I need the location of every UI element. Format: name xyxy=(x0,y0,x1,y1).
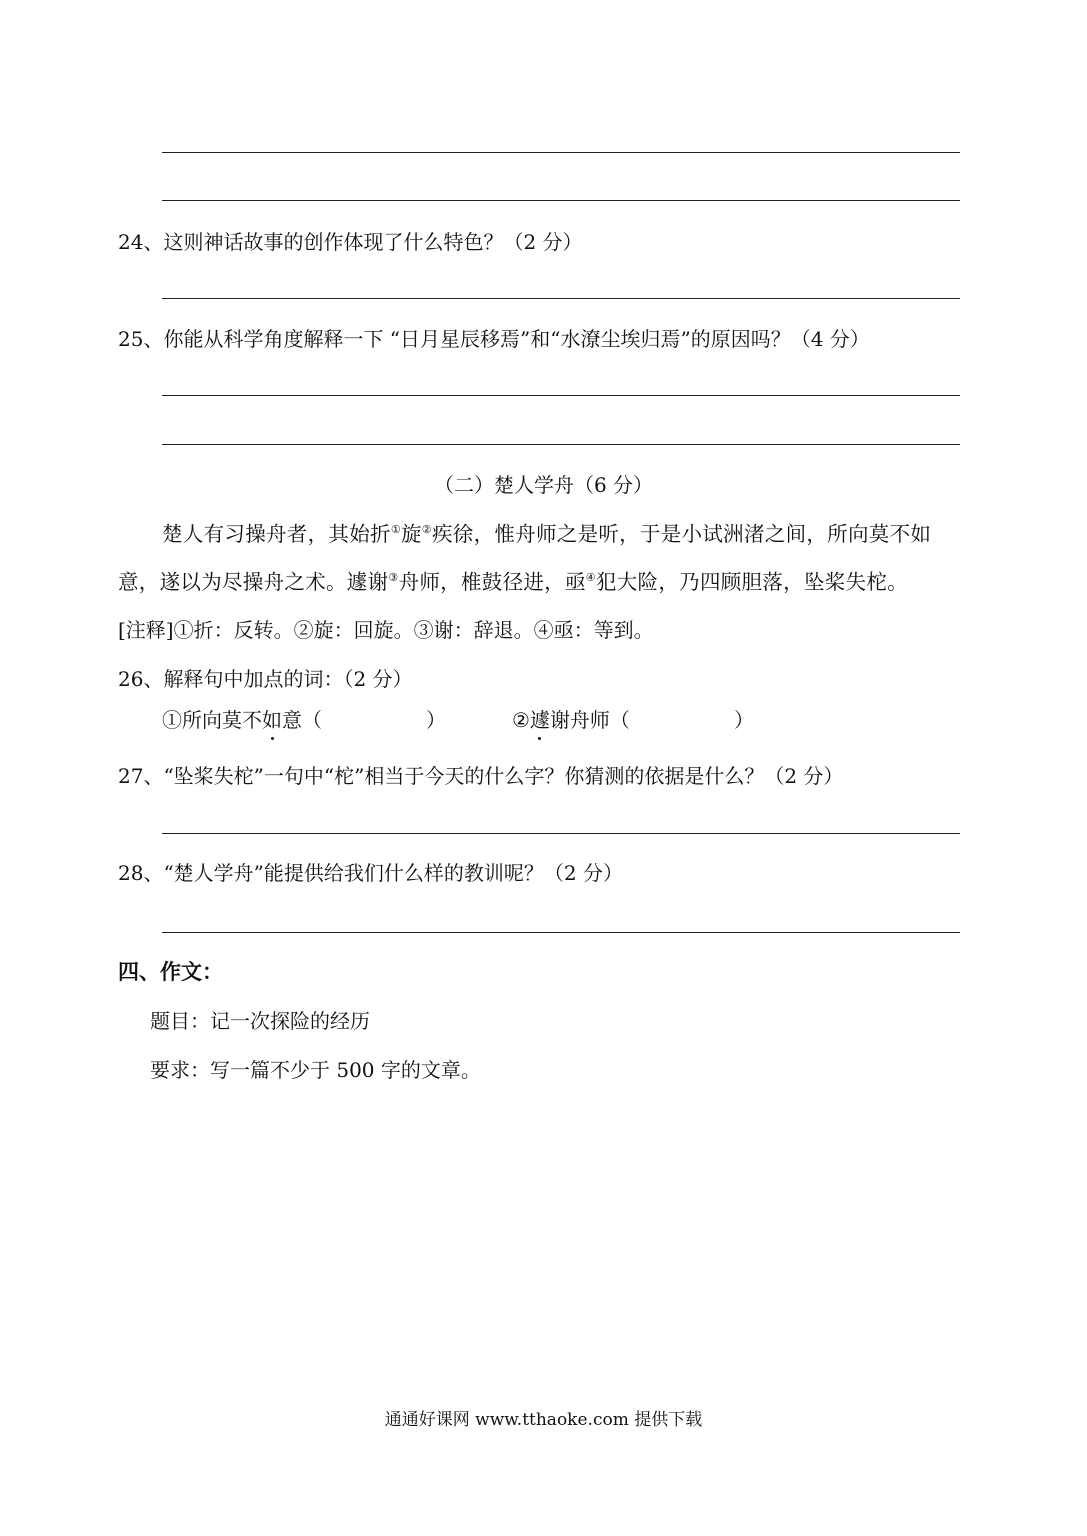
q26-item-1 xyxy=(162,706,446,734)
passage-text: 犯大险，乃四顾胆落，坠桨失柁。 xyxy=(595,570,908,594)
item-text: ①所向莫不 xyxy=(162,708,262,732)
answer-line-q24[interactable] xyxy=(162,298,960,299)
item-text: ） xyxy=(733,708,754,732)
answer-line-q28[interactable] xyxy=(162,932,960,933)
footnote-marker: ③ xyxy=(388,571,399,584)
passage-text: 旋 xyxy=(400,522,422,546)
footnote-marker: ④ xyxy=(585,571,596,584)
annotation-note: [注释]①折：反转。②旋：回旋。③谢：辞退。④亟：等到。 xyxy=(118,618,654,642)
answer-line-q27[interactable] xyxy=(162,833,960,834)
composition-topic: 题目：记一次探险的经历 xyxy=(150,1009,370,1033)
answer-line-q25[interactable] xyxy=(162,444,960,445)
composition-requirement: 要求：写一篇不少于 500 字的文章。 xyxy=(150,1058,481,1082)
item-text: 谢舟师（ xyxy=(549,708,630,732)
passage-text: 舟师，椎鼓径进，亟 xyxy=(398,570,586,594)
composition-heading: 四、作文： xyxy=(118,960,223,984)
section-title: （二）楚人学舟（6 分） xyxy=(433,473,654,497)
answer-line-q25[interactable] xyxy=(162,395,960,396)
item-text: ② xyxy=(512,708,530,732)
item-text: 意（ xyxy=(282,708,322,732)
passage-text: 意，遂以为尽操舟之术。遽谢 xyxy=(118,570,389,594)
passage-text: 楚人有习操舟者，其始折 xyxy=(162,522,391,546)
dotted-word: 如 xyxy=(262,708,282,732)
passage-line-1 xyxy=(162,520,931,548)
question-28: 28、“楚人学舟”能提供给我们什么样的教训呢？（2 分） xyxy=(118,861,623,885)
item-text: ） xyxy=(426,708,446,732)
passage-line-2 xyxy=(118,568,908,596)
dotted-word: 遽 xyxy=(529,708,550,732)
page-footer: 通通好课网 www.tthaoke.com 提供下载 xyxy=(384,1410,703,1430)
passage-text: 疾徐，惟舟师之是听，于是小试洲渚之间，所向莫不如 xyxy=(431,522,932,546)
answer-line[interactable] xyxy=(162,152,960,153)
footnote-marker: ② xyxy=(421,523,432,536)
q26-item-2 xyxy=(512,706,754,734)
question-25: 25、你能从科学角度解释一下 “日月星辰移焉”和“水潦尘埃归焉”的原因吗？（4 分） xyxy=(118,327,870,351)
question-24: 24、这则神话故事的创作体现了什么特色？（2 分） xyxy=(118,230,583,254)
footnote-marker: ① xyxy=(390,523,401,536)
question-27: 27、“坠桨失柁”一句中“柁”相当于今天的什么字？你猜测的依据是什么？（2 分） xyxy=(118,764,844,788)
answer-line[interactable] xyxy=(162,200,960,201)
question-26: 26、解释句中加点的词：（2 分） xyxy=(118,667,413,691)
